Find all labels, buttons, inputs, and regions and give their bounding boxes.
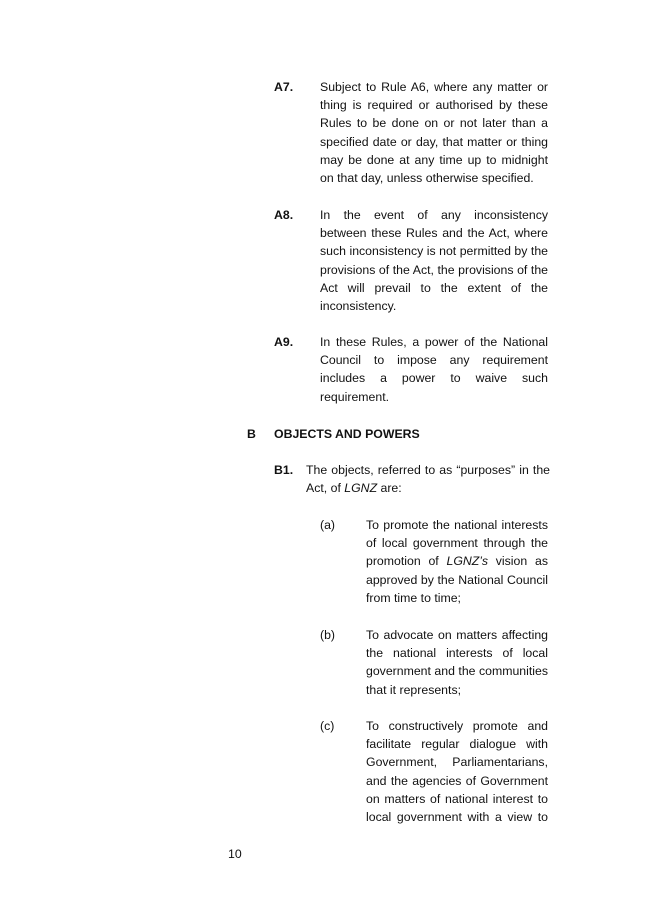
rule-text-italic: LGNZ [344,481,378,496]
rule-text: Subject to Rule A6, where any matter or thing is required or authorised by these Rules to be done on or not later than a specified date or day, that matter or thing may be done at any time up to midnight on that day, unless otherwise specified. [320,80,548,186]
rule-text: In the event of any inconsistency between these Rules and the Act, where such inconsistency is not permitted by the provisions of the Act, the provisions of the Act will prevail to the extent of the inconsistency. [320,208,548,314]
section-title: OBJECTS AND POWERS [274,427,420,441]
item-text [366,717,548,826]
item-text-part: To advocate on matters affecting the national interests of local government and the communities that it represents; [366,628,548,697]
rule-text-part: The objects, referred to as “purposes” in the Act, of [306,463,550,496]
item-text [366,516,548,607]
item-label: (b) [320,628,336,642]
item-text-part: To constructively promote and facilitate regular dialogue with Government, Parliamentarians, and the agencies of Government on matters of national interest to local government with a view to [366,719,548,825]
rule-number: B1. [274,463,294,477]
rule-number: A9. [274,335,294,349]
item-text-part: vision as approved by the National Council from time to time; [366,554,548,605]
item-label: (c) [320,719,335,733]
item-text-part: To promote the national interests of local government through the promotion of [366,518,548,569]
rule-text-part: are: [377,481,402,496]
page-number: 10 [228,847,242,861]
section-letter: B [247,427,256,441]
rule-text [306,461,550,497]
rule-number: A8. [274,208,294,222]
item-text-italic: LGNZ’s [446,554,488,569]
item-text [366,626,548,699]
rule-number: A7. [274,80,294,94]
rule-text: In these Rules, a power of the National Council to impose any requirement includes a power to waive such requirement. [320,335,548,404]
item-label: (a) [320,518,336,532]
